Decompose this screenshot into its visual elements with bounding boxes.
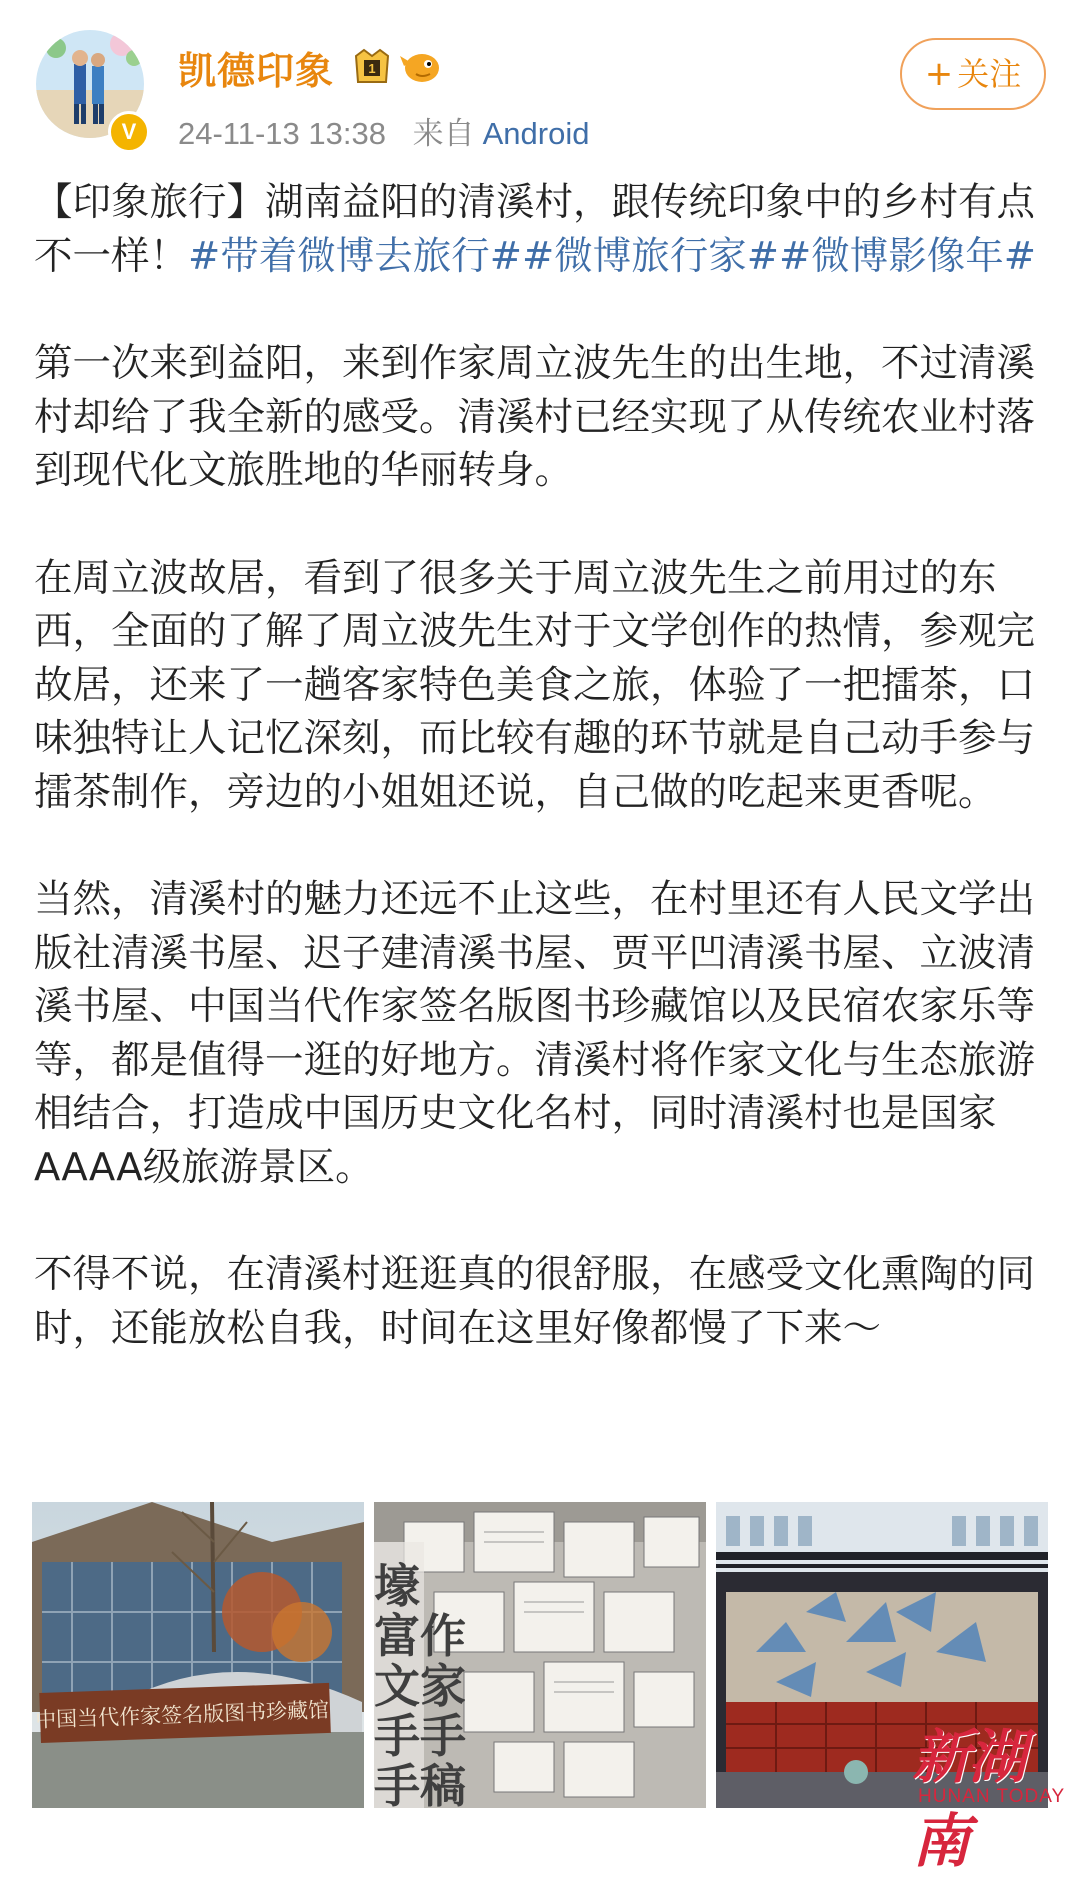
author-name[interactable]: 凯德印象 xyxy=(178,49,335,93)
building-sign-text: 中国当代作家签名版图书珍藏馆 xyxy=(34,1697,330,1733)
watermark-main-text: 新湖南 xyxy=(912,1723,1025,1875)
svg-text:文家: 文家 xyxy=(374,1659,466,1713)
svg-text:手手: 手手 xyxy=(374,1709,466,1763)
verified-badge-icon: V xyxy=(108,111,150,153)
follow-button[interactable] xyxy=(900,38,1046,110)
member-level-icon[interactable] xyxy=(352,46,392,86)
photo-library-building[interactable] xyxy=(32,1502,364,1808)
post-header xyxy=(0,0,1080,150)
fish-emoji-icon xyxy=(400,46,444,86)
source-prefix: 来自 xyxy=(412,116,475,151)
paragraph-4: 当然，清溪村的魅力还远不止这些，在村里还有人民文学出版社清溪书屋、迟子建清溪书屋、贾平凹清溪书屋、立波清溪书屋、中国当代作家签名版图书珍藏馆以及民宿农家乐等等，都是值得一逛的好地方。清溪村将作家文化与生态旅游相结合，打造成中国历史文化名村，同时清溪村也是国家AAAA级旅游景区。 xyxy=(34,877,1036,1190)
post-timestamp: 24-11-13 13:38 xyxy=(178,116,386,151)
news-watermark-logo xyxy=(912,1710,1072,1875)
plus-icon: + xyxy=(924,54,954,94)
paragraph-intro xyxy=(34,176,1046,283)
source-link[interactable]: Android xyxy=(482,116,590,151)
svg-text:壕: 壕 xyxy=(374,1559,420,1613)
intro-text: 【印象旅行】湖南益阳的清溪村，跟传统印象中的乡村有点不一样！ xyxy=(34,180,1036,279)
svg-text:手稿: 手稿 xyxy=(374,1759,466,1808)
svg-text:富作: 富作 xyxy=(374,1609,466,1663)
photo-manuscript-wall[interactable] xyxy=(374,1502,706,1808)
svg-text:1: 1 xyxy=(368,61,376,76)
post-meta xyxy=(178,108,589,153)
paragraph-5: 不得不说，在清溪村逛逛真的很舒服，在感受文化熏陶的同时，还能放松自我，时间在这里好像都慢了下来～ xyxy=(34,1252,1036,1351)
paragraph-3: 在周立波故居，看到了很多关于周立波先生之前用过的东西，全面的了解了周立波先生对于文学创作的热情，参观完故居，还来了一趟客家特色美食之旅，体验了一把擂茶，口味独特让人记忆深刻，而比较有趣的环节就是自己动手参与擂茶制作，旁边的小姐姐还说，自己做的吃起来更香呢。 xyxy=(34,555,1036,815)
follow-label: 关注 xyxy=(957,55,1022,93)
paragraph-2: 第一次来到益阳，来到作家周立波先生的出生地，不过清溪村却给了我全新的感受。清溪村已经实现了从传统农业村落到现代化文旅胜地的华丽转身。 xyxy=(34,341,1036,493)
post-content xyxy=(34,176,1046,1355)
watermark-sub-text: HUNAN TODAY xyxy=(918,1786,1066,1807)
image-gallery xyxy=(32,1502,1048,1808)
hashtag-links[interactable]: #带着微博去旅行##微博旅行家##微博影像年# xyxy=(188,233,1037,279)
